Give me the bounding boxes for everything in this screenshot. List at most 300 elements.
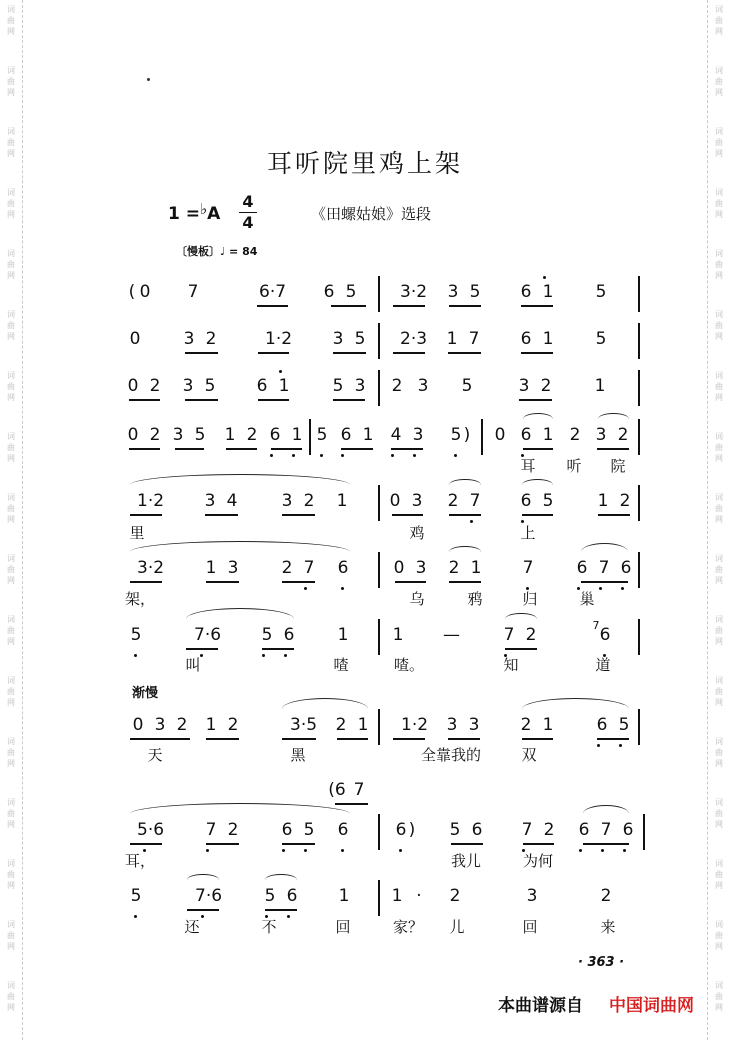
note-glyph: 6 bbox=[335, 820, 351, 840]
watermark-char: 网 bbox=[7, 698, 15, 707]
octave-dot-low bbox=[206, 849, 209, 852]
watermark-char: 词 bbox=[7, 127, 15, 136]
note-glyph: 7 bbox=[520, 558, 536, 578]
slur bbox=[130, 541, 350, 552]
beam-underline bbox=[282, 581, 315, 583]
beam-underline bbox=[583, 843, 629, 845]
watermark-char: 曲 bbox=[7, 687, 15, 696]
watermark-char: 网 bbox=[7, 393, 15, 402]
watermark-char: 词 bbox=[715, 615, 723, 624]
notation-group bbox=[492, 425, 508, 445]
note-glyph: 6 bbox=[335, 425, 357, 445]
watermark-char: 曲 bbox=[7, 260, 15, 269]
watermark-char: 词 bbox=[7, 737, 15, 746]
notation-group bbox=[122, 376, 166, 396]
beam-underline bbox=[206, 738, 239, 740]
note-glyph: 2 bbox=[391, 376, 403, 396]
lyric-word: 耳， bbox=[124, 852, 155, 870]
note-glyph: 6 bbox=[393, 820, 409, 840]
notation-group bbox=[137, 282, 153, 302]
watermark-char: 词 bbox=[715, 676, 723, 685]
beam-underline bbox=[449, 305, 481, 307]
lyric-word: 天 bbox=[147, 746, 163, 764]
watermark-char: 词 bbox=[7, 66, 15, 75]
gradual-slowdown-marking: 渐慢 bbox=[132, 686, 159, 701]
beam-underline bbox=[130, 514, 162, 516]
notation-group bbox=[443, 625, 459, 645]
beam-underline bbox=[333, 352, 366, 354]
notation-group bbox=[330, 715, 374, 735]
note-glyph: 1 bbox=[338, 886, 350, 906]
watermark-char: 网 bbox=[7, 332, 15, 341]
lyric-word: 来 bbox=[600, 918, 616, 936]
notation-group bbox=[251, 376, 295, 396]
lyric-word: 听 bbox=[566, 457, 582, 475]
note-glyph: 5 bbox=[595, 329, 607, 349]
lyric-word: 回 bbox=[335, 918, 351, 936]
watermark-char: 曲 bbox=[715, 16, 723, 25]
note-glyph: 1 bbox=[205, 558, 217, 578]
slur bbox=[522, 698, 629, 709]
notation-group bbox=[401, 715, 429, 735]
watermark-char: 曲 bbox=[7, 931, 15, 940]
beam-underline bbox=[130, 581, 162, 583]
barline bbox=[638, 485, 640, 521]
beam-underline bbox=[393, 738, 425, 740]
watermark-char: 词 bbox=[715, 981, 723, 990]
note-glyph: 6 bbox=[520, 329, 532, 349]
note-glyph: 2 bbox=[281, 558, 293, 578]
beam-underline bbox=[505, 648, 537, 650]
watermark-char: 网 bbox=[715, 515, 723, 524]
notation-group bbox=[137, 558, 165, 578]
note-glyph: 5 bbox=[448, 425, 464, 445]
barline bbox=[638, 276, 640, 312]
meter-bottom: 4 bbox=[242, 213, 254, 232]
octave-dot-low bbox=[413, 454, 416, 457]
notation-group bbox=[327, 376, 371, 396]
watermark-char: 词 bbox=[7, 859, 15, 868]
notation-group bbox=[200, 715, 244, 735]
barline bbox=[378, 276, 380, 312]
notation-group bbox=[459, 425, 475, 445]
notation-group bbox=[264, 425, 308, 445]
notation-group bbox=[598, 886, 614, 906]
watermark-char: 网 bbox=[7, 271, 15, 280]
note-glyph: 1 bbox=[337, 625, 349, 645]
watermark-char: 词 bbox=[7, 5, 15, 14]
watermark-char: 词 bbox=[7, 798, 15, 807]
note-glyph: 6 bbox=[264, 425, 286, 445]
watermark-char: 网 bbox=[7, 27, 15, 36]
note-glyph: 6 bbox=[278, 625, 300, 645]
slur bbox=[282, 698, 368, 709]
note-glyph: 2 bbox=[520, 715, 532, 735]
lyric-word: 黑 bbox=[290, 746, 306, 764]
notation-group bbox=[389, 376, 405, 396]
watermark-char: 曲 bbox=[7, 321, 15, 330]
watermark-text bbox=[0, 858, 22, 891]
slur bbox=[265, 874, 297, 880]
watermark-text bbox=[0, 4, 22, 37]
note-glyph: 7·6 bbox=[195, 886, 211, 906]
watermark-char: 曲 bbox=[7, 77, 15, 86]
note-glyph: 5 bbox=[259, 886, 281, 906]
note-glyph: 2 bbox=[569, 425, 581, 445]
beam-underline bbox=[521, 352, 553, 354]
barline bbox=[378, 709, 380, 745]
watermark-text bbox=[708, 492, 730, 525]
watermark-char: 曲 bbox=[7, 748, 15, 757]
octave-dot-low bbox=[399, 849, 402, 852]
note-glyph: 6 bbox=[281, 886, 303, 906]
note-glyph: 1 bbox=[273, 376, 295, 396]
watermark-char: 网 bbox=[7, 149, 15, 158]
watermark-char: 曲 bbox=[715, 748, 723, 757]
watermark-char: 网 bbox=[715, 637, 723, 646]
beam-underline bbox=[206, 843, 239, 845]
watermark-char: 曲 bbox=[715, 443, 723, 452]
note-glyph: 5 bbox=[204, 376, 216, 396]
octave-dot-low bbox=[134, 654, 137, 657]
watermark-char: 网 bbox=[715, 332, 723, 341]
notation-group bbox=[219, 425, 263, 445]
note-glyph: 6 bbox=[520, 282, 532, 302]
note-glyph: 2 bbox=[303, 491, 315, 511]
note-glyph: 3 bbox=[227, 558, 239, 578]
beam-underline bbox=[282, 514, 315, 516]
watermark-text bbox=[708, 797, 730, 830]
watermark-char: 网 bbox=[7, 1003, 15, 1012]
notation-group bbox=[591, 715, 635, 735]
notation-group bbox=[498, 625, 542, 645]
beam-underline bbox=[581, 581, 628, 583]
lyric-word: 双 bbox=[521, 746, 537, 764]
watermark-text bbox=[708, 187, 730, 220]
notation-group bbox=[194, 625, 222, 645]
note-glyph: 6·7 bbox=[259, 282, 287, 302]
octave-dot-low bbox=[579, 849, 582, 852]
slur bbox=[449, 479, 481, 485]
tempo-marking: 〔慢板〕♩ = 84 bbox=[176, 245, 258, 258]
notation-group bbox=[443, 558, 487, 578]
note-glyph: 2 bbox=[617, 425, 629, 445]
note-glyph: 1 bbox=[542, 425, 554, 445]
beam-underline bbox=[449, 514, 481, 516]
beam-underline bbox=[395, 581, 426, 583]
note-glyph: 7 bbox=[187, 282, 199, 302]
beam-underline bbox=[522, 738, 553, 740]
note-glyph: 3 bbox=[447, 282, 459, 302]
note-glyph: 3 bbox=[281, 491, 293, 511]
note-glyph: 6 bbox=[323, 282, 335, 302]
note-glyph: 3 bbox=[415, 558, 427, 578]
note-glyph: 5 bbox=[298, 820, 320, 840]
notation-group bbox=[447, 886, 463, 906]
note-glyph: 1 bbox=[336, 491, 348, 511]
note-glyph: 0 bbox=[132, 715, 144, 735]
notation-group bbox=[137, 491, 165, 511]
note-glyph: · bbox=[416, 886, 422, 906]
stray-dot bbox=[147, 78, 150, 81]
slur bbox=[130, 474, 350, 485]
notation-group bbox=[259, 886, 303, 906]
note-glyph: 1·2 bbox=[401, 715, 429, 735]
beam-underline bbox=[271, 448, 302, 450]
lyric-word: 归 bbox=[522, 590, 538, 608]
beam-underline bbox=[597, 448, 629, 450]
note-glyph: 2 bbox=[205, 329, 217, 349]
beam-underline bbox=[597, 738, 629, 740]
note-glyph: 6 bbox=[617, 820, 639, 840]
slur bbox=[186, 608, 294, 619]
octave-dot-low bbox=[320, 454, 323, 457]
lyric-word: 还 bbox=[184, 918, 200, 936]
watermark-char: 网 bbox=[715, 820, 723, 829]
watermark-char: 词 bbox=[7, 371, 15, 380]
lyric-word: 家？ bbox=[392, 918, 423, 936]
notation-group bbox=[314, 425, 330, 445]
beam-underline bbox=[205, 514, 238, 516]
note-glyph: 3 bbox=[468, 715, 480, 735]
octave-dot-low bbox=[304, 849, 307, 852]
note-glyph: 2 bbox=[540, 376, 552, 396]
watermark-char: 曲 bbox=[7, 138, 15, 147]
barline bbox=[638, 419, 640, 455]
note-glyph: 2 bbox=[227, 715, 239, 735]
notation-group bbox=[400, 282, 428, 302]
note-glyph: 3 bbox=[172, 425, 184, 445]
watermark-char: 网 bbox=[7, 88, 15, 97]
notation-group bbox=[199, 491, 243, 511]
beam-underline bbox=[258, 352, 289, 354]
notation-group bbox=[327, 329, 371, 349]
key-signature bbox=[168, 200, 220, 224]
notation-group bbox=[335, 820, 351, 840]
note-glyph: 6 bbox=[591, 715, 613, 735]
notation-group bbox=[259, 282, 287, 302]
watermark-char: 网 bbox=[715, 698, 723, 707]
watermark-text bbox=[0, 614, 22, 647]
note-glyph: 2 bbox=[176, 715, 188, 735]
watermark-char: 词 bbox=[7, 920, 15, 929]
watermark-char: 曲 bbox=[7, 443, 15, 452]
note-glyph: 3·2 bbox=[137, 558, 165, 578]
octave-dot-low bbox=[601, 849, 604, 852]
notation-group bbox=[515, 491, 559, 511]
barline bbox=[643, 814, 645, 850]
watermark-text bbox=[708, 980, 730, 1013]
notation-group bbox=[515, 282, 559, 302]
watermark-char: 网 bbox=[715, 759, 723, 768]
notation-group bbox=[441, 329, 485, 349]
note-glyph: 3 bbox=[417, 376, 429, 396]
beam-underline bbox=[333, 399, 365, 401]
watermark-char: 词 bbox=[7, 981, 15, 990]
beam-underline bbox=[185, 352, 218, 354]
notation-group bbox=[276, 558, 320, 578]
source-note: 《田螺姑娘》选段 bbox=[311, 205, 432, 223]
note-glyph: 5 bbox=[613, 715, 635, 735]
note-glyph: 1·2 bbox=[137, 491, 165, 511]
note-glyph: 2 bbox=[448, 558, 460, 578]
watermark-char: 词 bbox=[715, 859, 723, 868]
beam-underline bbox=[130, 843, 162, 845]
watermark-text bbox=[0, 248, 22, 281]
watermark-char: 词 bbox=[715, 249, 723, 258]
watermark-char: 词 bbox=[715, 371, 723, 380]
notation-group bbox=[195, 886, 223, 906]
notation-group bbox=[590, 425, 634, 445]
note-glyph: 6 bbox=[515, 425, 537, 445]
watermark-char: 网 bbox=[715, 454, 723, 463]
watermark-text bbox=[708, 919, 730, 952]
lyric-word: 里 bbox=[129, 524, 145, 542]
note-glyph: 3·2 bbox=[400, 282, 428, 302]
watermark-char: 网 bbox=[7, 210, 15, 219]
notation-group bbox=[167, 425, 211, 445]
lyric-word: 不 bbox=[261, 918, 277, 936]
notation-group bbox=[520, 558, 536, 578]
watermark-char: 曲 bbox=[715, 870, 723, 879]
note-glyph: 5 bbox=[469, 282, 481, 302]
notation-group bbox=[127, 715, 193, 735]
note-glyph: 5 bbox=[595, 282, 607, 302]
watermark-text bbox=[0, 65, 22, 98]
notation-group bbox=[127, 329, 143, 349]
watermark-text bbox=[708, 248, 730, 281]
watermark-char: 网 bbox=[7, 881, 15, 890]
notation-group bbox=[515, 425, 559, 445]
note-glyph: 2 bbox=[447, 491, 459, 511]
watermark-char: 网 bbox=[7, 637, 15, 646]
slur bbox=[522, 479, 553, 485]
notation-group bbox=[388, 558, 432, 578]
lyric-word: 道 bbox=[595, 656, 611, 674]
notation-group bbox=[515, 715, 559, 735]
note-glyph: 5 bbox=[449, 820, 461, 840]
note-glyph: 5 bbox=[194, 425, 206, 445]
watermark-char: 词 bbox=[7, 249, 15, 258]
watermark-char: 曲 bbox=[7, 504, 15, 513]
lyric-word: 为何 bbox=[522, 852, 553, 870]
watermark-text bbox=[0, 797, 22, 830]
beam-underline bbox=[258, 399, 289, 401]
lyric-word: 喳 bbox=[333, 656, 349, 674]
lyric-word: 我儿 bbox=[450, 852, 481, 870]
beam-underline bbox=[130, 738, 190, 740]
note-glyph: 5 bbox=[256, 625, 278, 645]
watermark-text bbox=[0, 187, 22, 220]
watermark-char: 词 bbox=[715, 66, 723, 75]
barline bbox=[378, 619, 380, 655]
lyric-word: 鸦 bbox=[467, 590, 483, 608]
watermark-text bbox=[708, 309, 730, 342]
note-glyph: 1 bbox=[537, 282, 559, 302]
beam-underline bbox=[185, 399, 218, 401]
beam-underline bbox=[392, 514, 423, 516]
note-glyph: 3·5 bbox=[290, 715, 318, 735]
notation-group bbox=[524, 886, 540, 906]
barline bbox=[378, 485, 380, 521]
watermark-text bbox=[0, 309, 22, 342]
lyric-word: 回 bbox=[522, 918, 538, 936]
watermark-char: 曲 bbox=[7, 199, 15, 208]
notation-group bbox=[200, 820, 244, 840]
barline bbox=[378, 323, 380, 359]
note-glyph: 2 bbox=[525, 625, 537, 645]
note-glyph: 5 bbox=[542, 491, 554, 511]
slur bbox=[523, 413, 553, 419]
watermark-char: 曲 bbox=[7, 870, 15, 879]
notation-group bbox=[442, 282, 486, 302]
lyric-word: 上 bbox=[520, 524, 536, 542]
note-glyph: 1 bbox=[470, 558, 482, 578]
watermark-text bbox=[0, 492, 22, 525]
watermark-char: 曲 bbox=[715, 809, 723, 818]
notation-group bbox=[335, 558, 351, 578]
notation-group bbox=[384, 491, 428, 511]
watermark-char: 词 bbox=[7, 554, 15, 563]
lyric-word: 巢 bbox=[579, 590, 595, 608]
watermark-text bbox=[708, 736, 730, 769]
lyric-word: 院 bbox=[610, 457, 626, 475]
note-glyph: 7 bbox=[592, 619, 600, 632]
lyric-word: 架， bbox=[124, 590, 155, 608]
watermark-char: 网 bbox=[7, 759, 15, 768]
note-glyph: 5 bbox=[345, 282, 357, 302]
watermark-char: 词 bbox=[715, 127, 723, 136]
watermark-char: 网 bbox=[715, 942, 723, 951]
key-note: A bbox=[207, 204, 221, 224]
notation-group bbox=[442, 491, 486, 511]
note-glyph: 0 bbox=[393, 558, 405, 578]
watermark-char: 词 bbox=[715, 920, 723, 929]
beam-underline bbox=[393, 305, 425, 307]
note-glyph: ) bbox=[463, 425, 471, 445]
note-glyph: 7 bbox=[498, 625, 520, 645]
octave-dot-high bbox=[279, 370, 282, 373]
footer-source-label: 本曲谱源自 bbox=[498, 996, 583, 1016]
notation-group bbox=[593, 282, 609, 302]
note-glyph: 2 bbox=[227, 820, 239, 840]
notation-group bbox=[177, 376, 221, 396]
slur bbox=[187, 874, 219, 880]
octave-dot-low bbox=[341, 454, 344, 457]
watermark-char: 网 bbox=[715, 27, 723, 36]
beam-underline bbox=[449, 581, 481, 583]
lyric-word: 叫 bbox=[185, 656, 201, 674]
beam-underline bbox=[519, 399, 552, 401]
watermark-char: 网 bbox=[715, 271, 723, 280]
octave-dot-low bbox=[619, 744, 622, 747]
beam-underline bbox=[451, 843, 483, 845]
watermark-char: 网 bbox=[715, 149, 723, 158]
watermark-text bbox=[708, 4, 730, 37]
note-glyph: 1 bbox=[391, 886, 403, 906]
notation-group bbox=[573, 820, 639, 840]
watermark-char: 词 bbox=[715, 432, 723, 441]
watermark-char: 词 bbox=[715, 493, 723, 502]
barline bbox=[638, 552, 640, 588]
watermark-text bbox=[708, 858, 730, 891]
note-glyph: 7·6 bbox=[194, 625, 210, 645]
notation-group bbox=[318, 282, 362, 302]
lyric-word: 耳 bbox=[520, 457, 536, 475]
note-glyph: 7 bbox=[595, 820, 617, 840]
note-glyph: 2 bbox=[149, 425, 161, 445]
notation-group bbox=[276, 491, 320, 511]
